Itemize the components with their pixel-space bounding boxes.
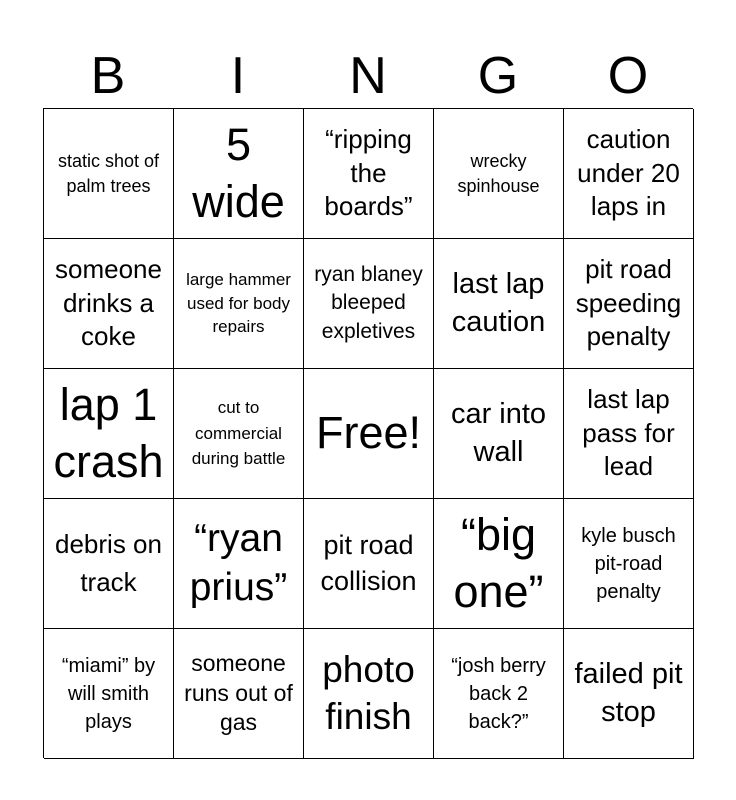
cell-text: wrecky spinhouse — [457, 151, 540, 196]
bingo-cell[interactable] — [174, 629, 304, 759]
cell-text: debris on track — [55, 528, 162, 597]
bingo-cell[interactable] — [564, 499, 694, 629]
cell-text: 5 wide — [192, 119, 285, 227]
bingo-cell[interactable] — [44, 369, 174, 499]
cell-text: ryan blaney bleeped expletives — [314, 262, 423, 343]
cell-text: “josh berry back 2 back?” — [451, 654, 546, 733]
bingo-cell[interactable] — [564, 109, 694, 239]
bingo-cell[interactable] — [44, 499, 174, 629]
bingo-cell[interactable] — [304, 109, 434, 239]
cell-text: failed pit stop — [574, 657, 683, 728]
header-letter-n: N — [349, 47, 387, 105]
cell-text: photo finish — [322, 649, 415, 737]
cell-text: car into wall — [450, 397, 547, 468]
bingo-cell[interactable] — [434, 109, 564, 239]
bingo-cell[interactable] — [174, 499, 304, 629]
bingo-grid — [43, 108, 693, 758]
bingo-cell[interactable] — [564, 629, 694, 759]
cell-text: cut to commercial during battle — [191, 398, 286, 469]
cell-text: Free! — [315, 407, 422, 459]
cell-text: “ripping the boards” — [324, 123, 413, 222]
bingo-header — [43, 44, 693, 108]
header-letter-g: G — [477, 47, 519, 105]
cell-text: last lap caution — [451, 267, 546, 338]
bingo-cell[interactable] — [174, 369, 304, 499]
bingo-cell[interactable] — [174, 109, 304, 239]
bingo-cell[interactable] — [564, 239, 694, 369]
cell-text: “big one” — [453, 509, 544, 617]
bingo-cell[interactable] — [434, 499, 564, 629]
cell-text: caution under 20 laps in — [577, 123, 680, 222]
cell-text: pit road collision — [320, 530, 417, 596]
cell-text: “miami” by will smith plays — [61, 654, 156, 733]
header-letter-b: B — [90, 47, 126, 105]
cell-text: static shot of palm trees — [57, 151, 160, 196]
bingo-cell[interactable] — [434, 239, 564, 369]
bingo-cell[interactable] — [44, 239, 174, 369]
bingo-cell[interactable] — [304, 499, 434, 629]
bingo-cell[interactable] — [434, 629, 564, 759]
bingo-cell[interactable] — [44, 629, 174, 759]
bingo-cell[interactable] — [174, 239, 304, 369]
cell-text: someone drinks a coke — [55, 253, 162, 352]
cell-text: someone runs out of gas — [184, 649, 293, 736]
bingo-cell[interactable] — [564, 369, 694, 499]
cell-text: large hammer used for body repairs — [186, 269, 291, 337]
bingo-cell[interactable] — [304, 239, 434, 369]
header-letter-i: I — [230, 47, 246, 105]
bingo-cell[interactable] — [44, 109, 174, 239]
free-space-cell[interactable] — [304, 369, 434, 499]
cell-text: lap 1 crash — [53, 379, 164, 487]
cell-text: “ryan prius” — [189, 516, 288, 609]
cell-text: last lap pass for lead — [582, 383, 675, 482]
header-letter-o: O — [607, 47, 649, 105]
bingo-cell[interactable] — [434, 369, 564, 499]
bingo-cell[interactable] — [304, 629, 434, 759]
cell-text: pit road speeding penalty — [575, 253, 682, 352]
cell-text: kyle busch pit-road penalty — [581, 524, 676, 603]
